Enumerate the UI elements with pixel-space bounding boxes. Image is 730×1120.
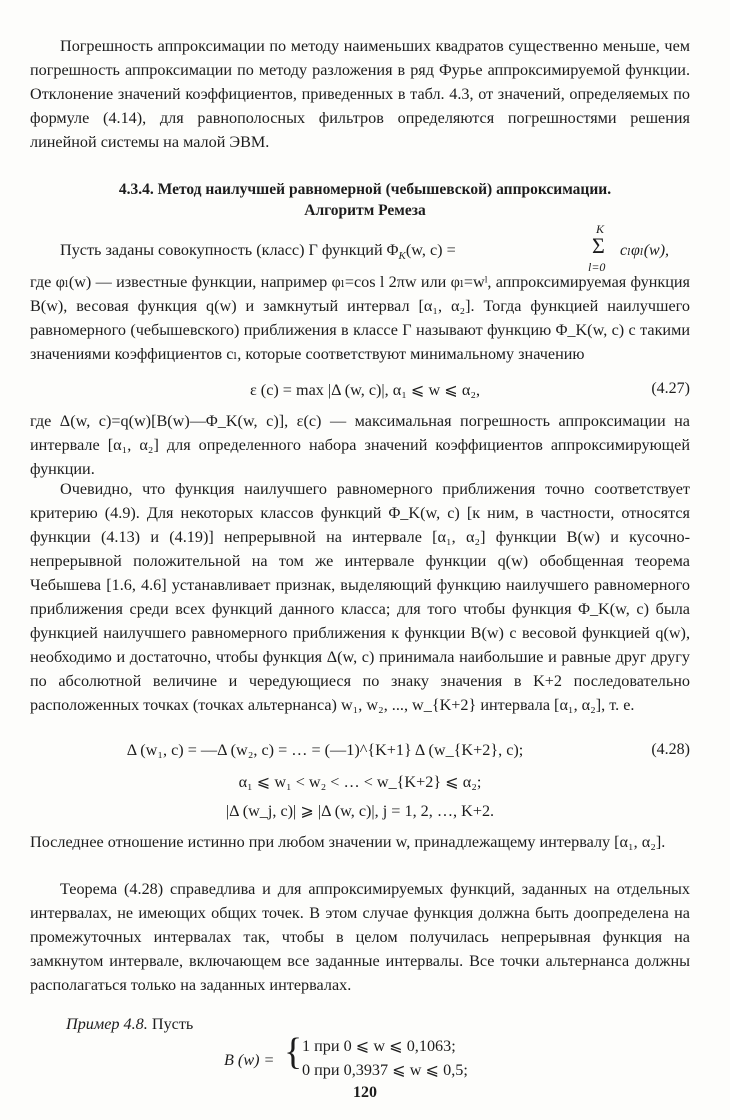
bw-lhs: B (w) = [224, 1051, 275, 1069]
paragraph-last-relation: Последнее отношение истинно при любом значении w, принадлежащему интервалу [α₁, α₂]. [30, 833, 666, 851]
sum-lower-limit: l=0 [588, 260, 606, 274]
example-line [66, 1012, 193, 1036]
bw-case-2: 0 при 0,3937 ⩽ w ⩽ 0,5; [302, 1061, 468, 1079]
phi-subscript: K [398, 250, 406, 263]
sum-upper-limit: K [596, 222, 605, 236]
definition-text: Пусть заданы совокупность (класс) Γ функций Φ [60, 241, 399, 259]
definition-args: (w, c) = [405, 241, 456, 259]
paragraph-intro: Погрешность аппроксимации по методу наименьших квадратов существенно меньше, чем погрешность аппроксимации по методу разложения в ряд Фурье аппроксимируемой функции. Отклонение значений коэффициентов, приведенных в табл. 4.3, от значений, определяемых по формуле (4.14), для равнополосных фильтров определяются погрешностями решения линейной системы на малой ЭВМ. [30, 37, 690, 151]
paragraph-intervals: Теорема (4.28) справедлива и для аппроксимируемых функций, заданных на отдельных интервалах, не имеющих общих точек. В этом случае функция должна быть доопределена на промежуточных интервалах так, чтобы в целом получилась непрерывная функция на замкнутом интервале, включающем все заданные интервалы. Все точки альтернанса должны располагаться только на заданных интервалах. [30, 880, 690, 994]
piecewise-brace: { [284, 1031, 303, 1073]
example-text: Пусть [151, 1015, 194, 1033]
definition-line [60, 238, 456, 268]
section-title-line1: 4.3.4. Метод наилучшей равномерной (чебышевской) аппроксимации. [118, 181, 612, 198]
paragraph-error-definition: где Δ(w, c)=q(w)[B(w)—Φ_K(w, c)], ε(c) — максимальная погрешность аппроксимации на интервале [α₁, α₂] для определенного набора значений коэффициентов аппроксимирующей функции. [30, 412, 690, 478]
equation-number-4-28: (4.28) [651, 741, 690, 758]
equation-4-28-line3: |Δ (w_j, c)| ⩾ |Δ (w, c)|, j = 1, 2, …, K+2. [225, 802, 495, 820]
equation-number-4-27: (4.27) [651, 380, 690, 397]
equation-4-28-line2: α₁ ⩽ w₁ < w₂ < … < w_{K+2} ⩽ α₂; [238, 773, 482, 791]
sum-symbol: Σ [592, 233, 605, 258]
section-title-line2: Алгоритм Ремеза [304, 202, 426, 219]
paragraph-definition: где φₗ(w) — известные функции, например φₗ=cos l 2πw или φₗ=wˡ, аппроксимируемая функция B(w), весовая функция q(w) и замкнутый интервал [α₁, α₂]. Тогда функцией наилучшего равномерного (чебышевского) приближения в классе Γ называют функцию Φ_K(w, c) с такими значениями коэффициентов cₗ, которые соответствуют минимальному значению [30, 273, 690, 363]
equation-4-28-line1: Δ (w₁, c) = —Δ (w₂, c) = … = (—1)^{K+1} Δ (w_{K+2}, c); [126, 741, 524, 759]
example-label: Пример 4.8. [66, 1015, 148, 1033]
bw-case-1: 1 при 0 ⩽ w ⩽ 0,1063; [302, 1037, 456, 1055]
paragraph-chebyshev-theorem: Очевидно, что функция наилучшего равномерного приближения точно соответствует критерию (4.9). Для некоторых классов функций Φ_K(w, c) [к ним, в частности, относятся функции (4.13) и (4.19)] непрерывной на интервале [α₁, α₂] функции B(w) и кусочно-непрерывной положительной на том же интервале функции q(w) обобщенная теорема Чебышева [1.6, 4.6] устанавливает признак, выделяющий функцию наилучшего равномерного приближения среди всех функций данного класса; для того чтобы функция Φ_K(w, c) была функцией наилучшего равномерного приближения к функции B(w) с весовой функцией q(w), необходимо и достаточно, чтобы функция Δ(w, c) принимала наибольшие и равные друг другу по абсолютной величине и чередующиеся по знаку значения в K+2 последовательно расположенных точках (точках альтернанса) w₁, w₂, ..., w_{K+2} интервала [α₁, α₂], т. е. [30, 480, 690, 714]
sum-expression: cₗφₗ(w), [620, 242, 670, 259]
page-number: 120 [353, 1084, 377, 1101]
equation-4-27: ε (c) = max |Δ (w, c)|, α₁ ⩽ w ⩽ α₂, [249, 381, 481, 399]
